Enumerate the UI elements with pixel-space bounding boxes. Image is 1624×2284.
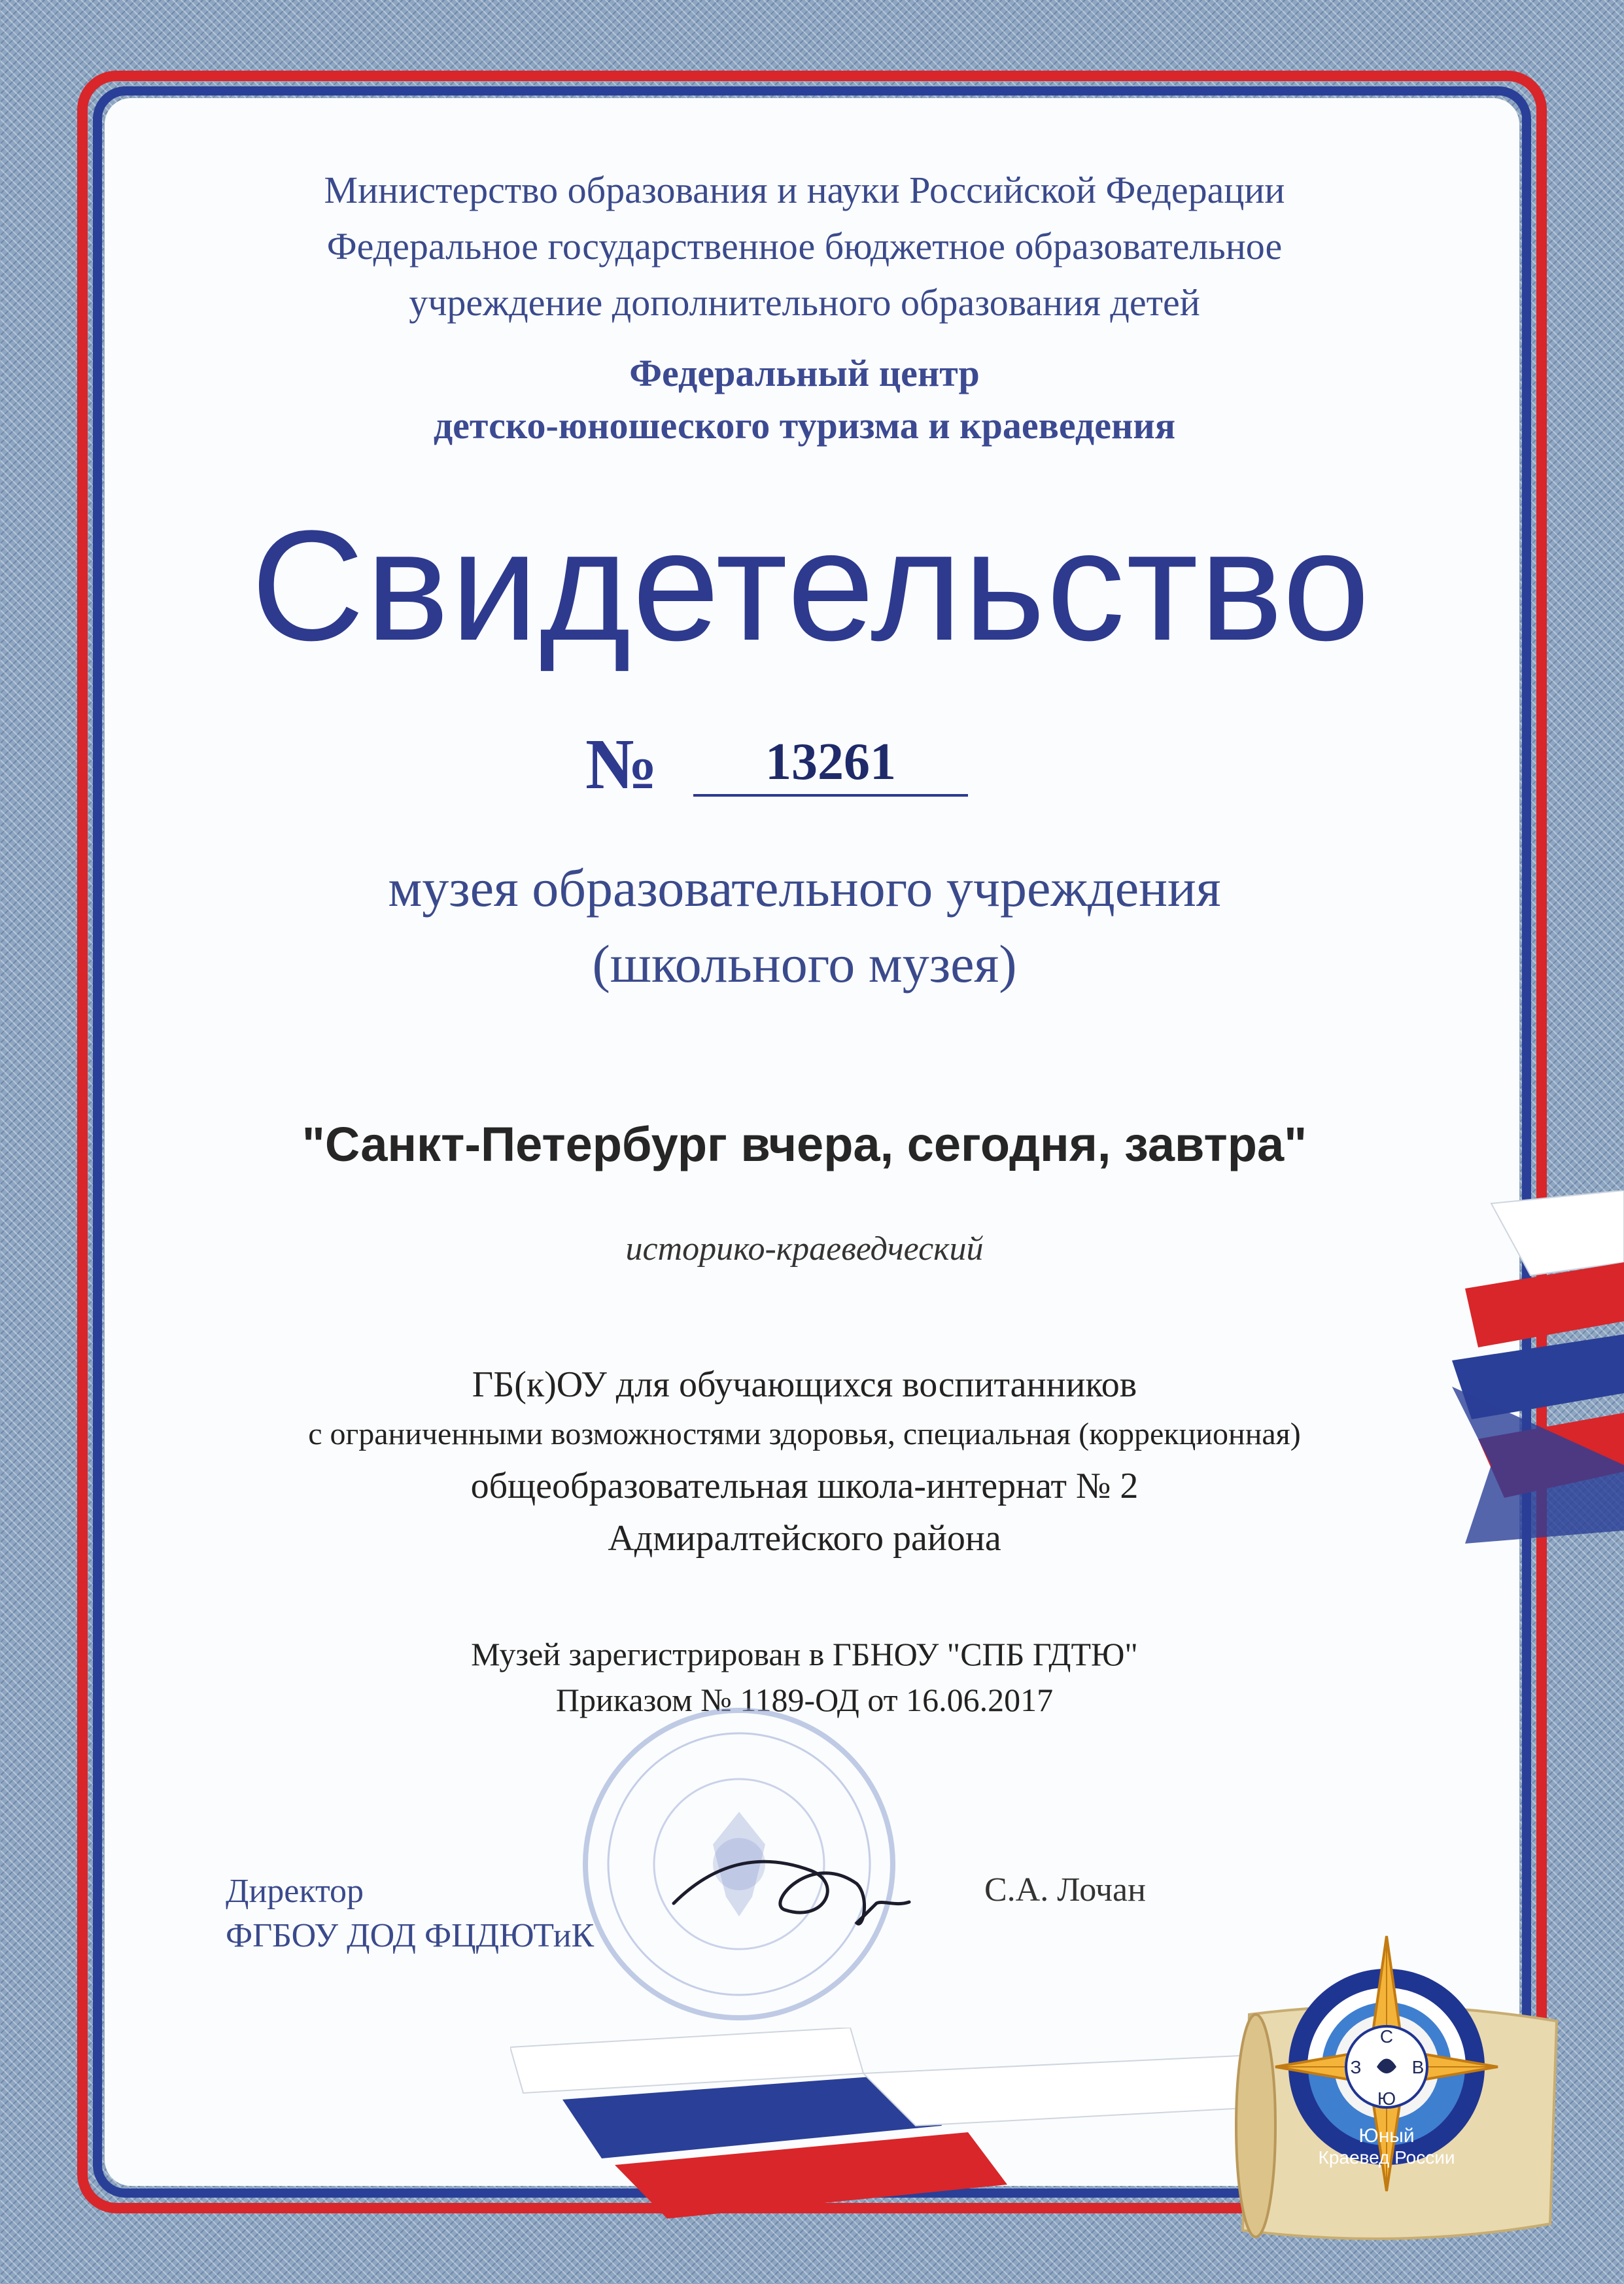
ministry-line-2: Федеральное государственное бюджетное образовательное (326, 225, 1283, 268)
certificate-title: Свидетельство (251, 498, 1372, 673)
organization-line-1: ГБ(к)ОУ для обучающихся воспитанников (472, 1364, 1137, 1405)
compass-n-label: С (1379, 2026, 1394, 2047)
center-line-1: Федеральный центр (629, 352, 980, 394)
compass-s-label: Ю (1377, 2088, 1396, 2109)
tricolor-ribbon-bottom (510, 2028, 1282, 2224)
organization-line-2: с ограниченными возможностями здоровья, специальная (коррекционная) (308, 1417, 1301, 1451)
signatory-role-1: Директор (226, 1873, 364, 1910)
number-underline (693, 794, 968, 797)
emblem-caption-1: Юный (1358, 2125, 1415, 2147)
center-line-2: детско-юношеского туризма и краеведения (433, 404, 1176, 447)
signatory-role-2: ФГБОУ ДОД ФЦДЮТиК (226, 1917, 595, 1954)
director-signature (661, 1825, 922, 1956)
museum-name: "Санкт-Петербург вчера, сегодня, завтра" (302, 1117, 1307, 1171)
number-sign: № (585, 724, 658, 804)
organization-line-4: Адмиралтейского района (608, 1518, 1001, 1559)
emblem-caption-2: Краевед России (1318, 2147, 1455, 2168)
ministry-line-3: учреждение дополнительного образования детей (409, 281, 1200, 324)
registration-line-2: Приказом № 1189-ОД от 16.06.2017 (555, 1682, 1054, 1718)
compass-w-label: З (1350, 2057, 1362, 2077)
museum-type-line-2: (школьного музея) (592, 934, 1017, 994)
registration-line-1: Музей зарегистрирован в ГБНОУ "СПБ ГДТЮ" (471, 1636, 1138, 1672)
museum-type-line-1: музея образовательного учреждения (388, 858, 1221, 918)
ministry-line-1: Министерство образования и науки Российской Федерации (324, 169, 1285, 211)
young-local-historian-emblem (1262, 1923, 1511, 2198)
tricolor-ribbon-right (1452, 1190, 1624, 1557)
organization-line-3: общеобразовательная школа-интернат № 2 (470, 1466, 1139, 1506)
signatory-name: С.А. Лочан (984, 1871, 1146, 1909)
museum-profile: историко-краеведческий (625, 1230, 984, 1268)
compass-e-label: В (1411, 2057, 1425, 2077)
certificate-number: 13261 (765, 733, 896, 791)
